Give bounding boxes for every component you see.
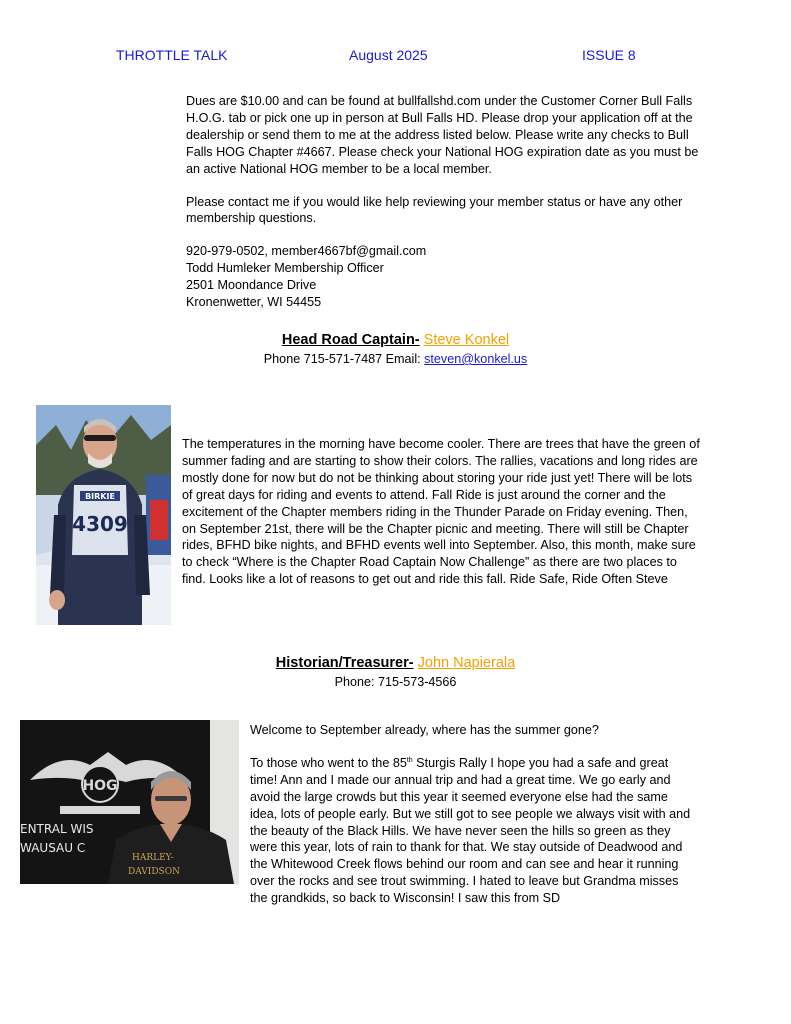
newsletter-title: THROTTLE TALK (116, 47, 228, 63)
historian-body-rest: Sturgis Rally I hope you had a safe and great time! Ann and I made our annual trip and had a great time. We go early and avoid the large crowds but this year it seemed everyone else had the same idea, lots of people early. But we still got to see people we always visit with and the beauty of the Black Hills. We have never seen the hills so green as they were this year, lots of rain to thank for that. We stay outside of Deadwood and the Whitewood Creek flows behind our room and can see and hear it running over the rocks and see trout swimming. I hated to leave but Grandma misses the grandkids, so back to Wisconsin! I saw this from SD (250, 755, 691, 906)
jacket-line-2: DAVIDSON (128, 867, 180, 877)
historian-article (250, 722, 698, 923)
contact-officer: Todd Humleker Membership Officer (186, 261, 384, 276)
banner-line-1: ENTRAL WIS (20, 822, 94, 836)
road-captain-heading (0, 332, 791, 348)
historian-phone: Phone: 715-573-4566 (334, 675, 457, 689)
bib-text: BIRKIE (85, 492, 115, 501)
bib-number: 4309 (72, 512, 128, 536)
membership-section (186, 93, 701, 311)
membership-contact (186, 243, 701, 311)
road-captain-email-link[interactable]: steven@konkel.us (424, 352, 528, 366)
historian-body (250, 755, 698, 907)
issue-number: ISSUE 8 (582, 47, 636, 63)
membership-questions-paragraph: Please contact me if you would like help reviewing your member status or have any other membership questions. (186, 194, 683, 226)
road-captain-role: Head Road Captain- (281, 332, 420, 348)
historian-name: John Napierala (417, 655, 516, 671)
historian-role: Historian/Treasurer- (275, 655, 414, 671)
banner-line-2: WAUSAU C (20, 841, 86, 855)
jacket-line-1: HARLEY- (132, 853, 174, 863)
historian-photo-image (20, 720, 239, 884)
road-captain-contact (0, 352, 791, 366)
historian-intro: Welcome to September already, where has the summer gone? (250, 723, 599, 737)
historian-heading (0, 655, 791, 671)
historian-body-start: To those who went to the 85 (250, 755, 407, 770)
contact-street: 2501 Moondance Drive (186, 278, 317, 293)
road-captain-name: Steve Konkel (423, 332, 510, 348)
hog-logo-text: HOG (82, 778, 118, 794)
road-captain-photo-image (36, 405, 171, 625)
contact-city: Kronenwetter, WI 54455 (186, 295, 322, 310)
contact-phone-email: 920-979-0502, member4667bf@gmail.com (186, 244, 427, 259)
road-captain-article: The temperatures in the morning have become cooler. There are trees that have the green of summer fading and are starting to show their colors. The rallies, vacations and long rides are mostly done for now but do not be thinking about storing your ride just yet! There will be lots of great days for riding and events to attend. Fall Ride is just around the corner and the excitement of the Chapter members riding in the Thunder Parade on Friday evening. Then, on September 21st, there will be the Chapter picnic and meeting. There will still be Chapter rides, BFHD bike nights, and BFHD events well into September. Also, this month, make sure to check “Where is the Chapter Road Captain Now Challenge” as there are two places to find. Looks like a lot of reasons to get out and ride this fall. Ride Safe, Ride Often Steve (182, 437, 700, 587)
membership-dues-paragraph: Dues are $10.00 and can be found at bullfallshd.com under the Customer Corner Bull Falls H.O.G. tab or pick one up in person at Bull Falls HD. Please drop your application off at the dealership or send them to me at the address listed below. Please write any checks to Bull Falls HOG Chapter #4667. Please check your National HOG expiration date as you must be an active National HOG member to be a local member. (186, 94, 699, 176)
issue-date: August 2025 (349, 47, 428, 63)
road-captain-photo (36, 405, 171, 625)
road-captain-phone: Phone 715-571-7487 Email: (263, 352, 425, 366)
historian-photo (20, 720, 239, 884)
ordinal-suffix: th (406, 756, 413, 764)
